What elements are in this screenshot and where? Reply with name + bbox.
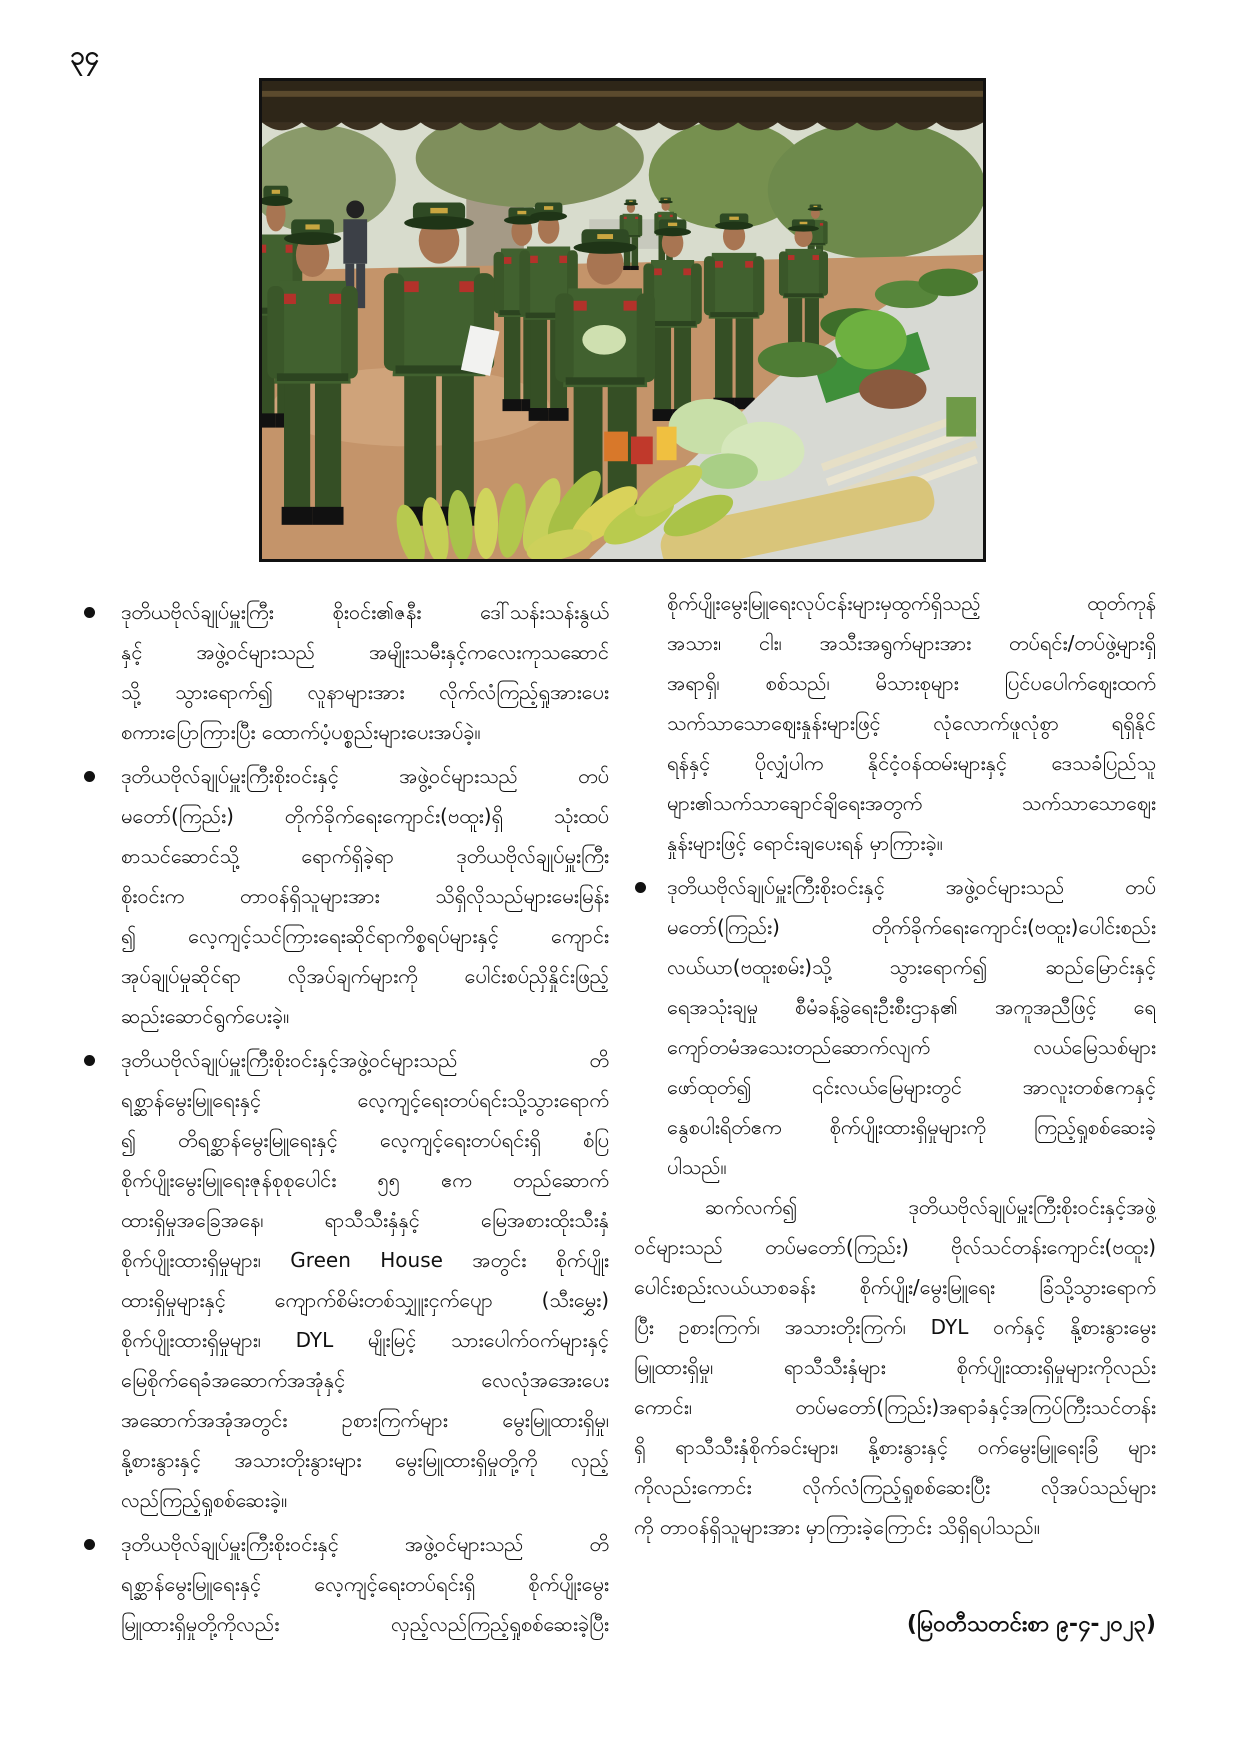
text-line: မြူထားရှိမှု၊ ရာသီသီးနှံများ စိုက်ပျိုးထားရှိမှုများကိုလည်း xyxy=(634,1355,1156,1379)
bullet-dot-icon xyxy=(84,607,95,618)
bullet-continuation xyxy=(667,583,1156,863)
source-citation: (မြဝတီသတင်းစာ ၉-၄-၂၀၂၃) xyxy=(906,1612,1156,1637)
text-line: ကောင်း၊ တပ်မတော်(ကြည်း)အရာခံနှင့်အကြပ်ကြီးသင်တန်း xyxy=(634,1395,1156,1419)
text-line: ရန်နှင့် ပိုလျှံပါက နိုင်ငံ့ဝန်ထမ်းများနှင့် ဒေသခံပြည်သူ xyxy=(667,751,1156,775)
text-line: စိုးဝင်းက တာဝန်ရှိသူများအား သိရှိလိုသည်များမေးမြန်း xyxy=(121,884,609,908)
text-line: ဆက်လက်၍ ဒုတိယဗိုလ်ချုပ်မှူးကြီးစိုးဝင်းနှင့်အဖွဲ့ xyxy=(705,1195,1156,1219)
text-line: ဒုတိယဗိုလ်ချုပ်မှူးကြီး စိုးဝင်း၏ဇနီး ဒေါ်သန်းသန်းနွယ် xyxy=(121,600,609,624)
yellow-bottle xyxy=(657,427,677,461)
text-line: အရာရှိ၊ စစ်သည်၊ မိသားစုများ ပြင်ပပေါက်ဈေးထက် xyxy=(667,671,1156,695)
text-line: စိုက်ပျိုးထားရှိမှုများ၊ DYL မျိုးမြင့် သားပေါက်ဝက်များနှင့် xyxy=(121,1328,609,1352)
text-line: ၍ လေ့ကျင့်သင်ကြားရေးဆိုင်ရာကိစ္စရပ်များနှင့် ကျောင်း xyxy=(121,924,609,948)
news-photo xyxy=(259,78,986,562)
bullet-dot-icon xyxy=(84,1055,95,1066)
text-line: စိုက်ပျိုးမွေးမြူရေးလုပ်ငန်းများမှထွက်ရှိသည့် ထုတ်ကုန် xyxy=(667,591,1156,615)
text-line: ရှိ ရာသီသီးနှံစိုက်ခင်းများ၊ နို့စားနွားနှင့် ဝက်မွေးမြူရေးခြံ များ xyxy=(634,1435,1156,1459)
bullet-dot-icon xyxy=(84,771,95,782)
text-line: စိုက်ပျိုးမွေးမြူရေးဇုန်စုစုပေါင်း ၅၅ ဧက တည်ဆောက် xyxy=(121,1168,609,1192)
text-line: ပြီး ဥစားကြက်၊ အသားတိုးကြက်၊ DYL ဝက်နှင့် နို့စားနွားမွေး xyxy=(634,1315,1156,1339)
photo-scene xyxy=(262,81,983,559)
text-line: စာသင်ဆောင်သို့ ရောက်ရှိခဲ့ရာ ဒုတိယဗိုလ်ချုပ်မှူးကြီး xyxy=(121,844,609,868)
text-line: ဖော်ထုတ်၍ ၎င်းလယ်မြေများတွင် အာလူးတစ်ဧကနှင့် xyxy=(667,1075,1156,1099)
text-line: ဆည်းဆောင်ရွက်ပေးခဲ့။ xyxy=(121,1004,290,1028)
text-line: သက်သာသောဈေးနှုန်းများဖြင့် လုံလောက်ဖူလုံစွာ ရရှိနိုင် xyxy=(667,711,1156,735)
text-line: ကျော်တမံအသေးတည်ဆောက်လျက် လယ်မြေသစ်များ xyxy=(667,1035,1156,1059)
text-line: များ၏သက်သာချောင်ချိရေးအတွက် သက်သာသောဈေး xyxy=(667,791,1156,815)
text-line: စိုက်ပျိုးထားရှိမှုများ၊ Green House အတွင်း စိုက်ပျိုး xyxy=(121,1248,609,1272)
text-line: စကားပြောကြားပြီး ထောက်ပံ့ပစ္စည်းများပေးအပ်ခဲ့။ xyxy=(121,720,481,744)
leafy-greens-1 xyxy=(758,342,837,378)
text-line: မြေစိုက်ရေခံအဆောက်အအုံနှင့် လေလုံအအေးပေး xyxy=(121,1368,609,1392)
lettuce xyxy=(835,310,906,369)
text-line: နွေစပါးရိတ်ဧက စိုက်ပျိုးထားရှိမှုများကို ကြည့်ရှုစစ်ဆေးခဲ့ xyxy=(667,1115,1156,1139)
text-line: အုပ်ချုပ်မှုဆိုင်ရာ လိုအပ်ချက်များကို ပေါင်းစပ်ညှိနှိုင်းဖြည့် xyxy=(121,964,609,988)
orange-jar xyxy=(604,432,628,462)
text-line: လယ်ယာ(ဗထူးစမ်း)သို့ သွားရောက်၍ ဆည်မြောင်းနှင့် xyxy=(667,955,1156,979)
cabbage-in-hand xyxy=(582,325,626,355)
text-line: ရစ္ဆာန်မွေးမြူရေးနှင့် လေ့ကျင့်ရေးတပ်ရင်းရှိ စိုက်ပျိုးမွေး xyxy=(121,1572,609,1596)
text-line: ဝင်များသည် တပ်မတော်(ကြည်း) ဗိုလ်သင်တန်းကျောင်း(ဗထူး) xyxy=(634,1235,1156,1259)
text-line: ဒုတိယဗိုလ်ချုပ်မှူးကြီးစိုးဝင်းနှင့် အဖွဲ့ဝင်များသည် တိ xyxy=(121,1532,609,1556)
text-line: နှုန်းများဖြင့် ရောင်းချပေးရန် မှာကြားခဲ့။ xyxy=(667,831,943,855)
text-line: မတော်(ကြည်း) တိုက်ခိုက်ရေးကျောင်း(ဗထူး)ပေါင်းစည်း xyxy=(667,915,1156,939)
text-line: အသား၊ ငါး၊ အသီးအရွက်များအား တပ်ရင်း/တပ်ဖွဲ့များရှိ xyxy=(667,631,1156,655)
text-line: ကိုလည်းကောင်း လိုက်လံကြည့်ရှုစစ်ဆေးပြီး လိုအပ်သည်များ xyxy=(634,1475,1156,1499)
text-line: ဒုတိယဗိုလ်ချုပ်မှူးကြီးစိုးဝင်းနှင့်အဖွဲ့ဝင်များသည် တိ xyxy=(121,1048,609,1072)
bullet-item xyxy=(121,1040,609,1520)
text-line: ၍ တိရစ္ဆာန်မွေးမြူရေးနှင့် လေ့ကျင့်ရေးတပ်ရင်းရှိ စံပြ xyxy=(121,1128,609,1152)
canopy-stripe xyxy=(262,91,983,97)
bullet-item xyxy=(667,867,1156,1187)
text-line: လည်ကြည့်ရှုစစ်ဆေးခဲ့။ xyxy=(121,1488,288,1512)
left-column xyxy=(121,592,609,1644)
bullet-dot-icon xyxy=(635,882,646,893)
page-number: ၃၄ xyxy=(70,41,100,71)
text-line: ထားရှိမှုများနှင့် ကျောက်စိမ်းတစ်သျှူးငှက်ပျော (သီးမွှေး) xyxy=(121,1288,609,1312)
bok-choy xyxy=(698,453,758,489)
taro-roots xyxy=(859,369,926,409)
text-line: ရေအသုံးချမှု စီမံခန့်ခွဲရေးဦးစီးဌာန၏ အကူအညီဖြင့် ရေ xyxy=(667,995,1156,1019)
text-line: ဒုတိယဗိုလ်ချုပ်မှူးကြီးစိုးဝင်းနှင့် အဖွဲ့ဝင်များသည် တပ် xyxy=(121,764,609,788)
text-line: မတော်(ကြည်း) တိုက်ခိုက်ရေးကျောင်း(ဗထူး)ရှိ သုံးထပ် xyxy=(121,804,609,828)
text-line: အဆောက်အအုံအတွင်း ဥစားကြက်များ မွေးမြူထားရှိမှု၊ xyxy=(121,1408,609,1432)
text-line: ကို တာဝန်ရှိသူများအား မှာကြားခဲ့ကြောင်း သိရှိရပါသည်။ xyxy=(634,1515,1040,1539)
tent-canopy xyxy=(262,81,983,122)
bullet-item xyxy=(121,756,609,1036)
text-line: ပါသည်။ xyxy=(667,1155,727,1179)
text-line: ပေါင်းစည်းလယ်ယာစခန်း စိုက်ပျိုး/မွေးမြူရေး ခြံသို့သွားရောက် xyxy=(634,1275,1156,1299)
text-line: ထားရှိမှုအခြေအနေ၊ ရာသီသီးနှံနှင့် မြေအစားထိုးသီးနှံ xyxy=(121,1208,609,1232)
text-line: မြူထားရှိမှုတို့ကိုလည်း လှည့်လည်ကြည့်ရှုစစ်ဆေးခဲ့ပြီး xyxy=(121,1612,609,1636)
right-column xyxy=(634,583,1156,1547)
bullet-item xyxy=(121,592,609,752)
red-jar xyxy=(631,437,653,465)
text-line: သို့ သွားရောက်၍ လူနာများအား လိုက်လံကြည့်ရှုအားပေး xyxy=(121,680,609,704)
leafy-greens-4 xyxy=(919,269,979,297)
text-line: နို့စားနွားနှင့် အသားတိုးနွားများ မွေးမြူထားရှိမှုတို့ကို လှည့် xyxy=(121,1448,609,1472)
bullet-item xyxy=(121,1524,609,1644)
bullet-dot-icon xyxy=(84,1539,95,1550)
text-line: ဒုတိယဗိုလ်ချုပ်မှူးကြီးစိုးဝင်းနှင့် အဖွဲ့ဝင်များသည် တပ် xyxy=(667,875,1156,899)
text-line: ရစ္ဆာန်မွေးမြူရေးနှင့် လေ့ကျင့်ရေးတပ်ရင်းသို့သွားရောက် xyxy=(121,1088,609,1112)
closing-paragraph xyxy=(634,1187,1156,1547)
text-line: နှင့် အဖွဲ့ဝင်များသည် အမျိုးသမီးနှင့်ကလေးကုသဆောင် xyxy=(121,640,609,664)
